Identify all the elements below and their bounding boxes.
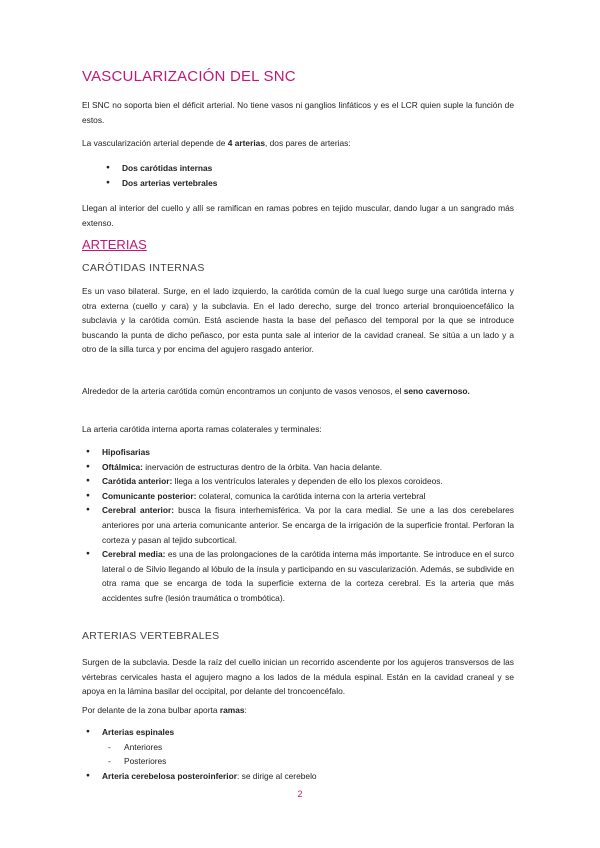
subheading-vertebrales: ARTERIAS VERTEBRALES	[82, 630, 220, 642]
list-item: ● Carótida anterior: llega a los ventrículos laterales y dependen de ello los plexos coroideos.	[82, 474, 514, 489]
sublist-item: - Posteriores	[82, 754, 514, 769]
espinales-sublist	[82, 740, 514, 769]
vertebrales-paragraph-1: Surgen de la subclavia. Desde la raíz del cuello inician un recorrido ascendente por los agujeros transversos de las vértebras cervicales hasta el agujero magno a los lados de la médula espinal. Están en la cavidad craneal y se apoya en la lámina basilar del occipital, por delante del troncoencéfalo.	[82, 657, 514, 697]
section-heading-arterias: ARTERIAS	[82, 237, 147, 252]
list-item: ● Comunicante posterior: colateral, comunica la carótida interna con la arteria vertebral	[82, 489, 514, 504]
list-item: ● Dos carótidas internas	[82, 161, 514, 176]
list-item: ● Cerebral media: es una de las prolongaciones de la carótida interna más importante. Se introduce en el surco lateral o de Silvio llegando al lóbulo de la ínsula y participando en su vascularización. Además, se subdivide en otra rama que se encarga de toda la superficie externa de la corteza cerebral. Es la arteria que más accidentes sufre (lesión traumática o trombótica).	[82, 547, 514, 605]
carotidas-paragraph-1: Es un vaso bilateral. Surge, en el lado izquierdo, la carótida común de la cual luego surge una carótida interna y otra externa (cuello y cara) y la subclavia. En el lado derecho, surge del tronco arterial bronquioencefálico la subclavia y la carótida común. Está asciende hasta la base del peñasco del temporal por la que se introduce buscando la punta de dicho peñasco, por esta punta sale al interior de la cavidad craneal. Se sitúa a un lado y a otro de la silla turca y por encima del agujero rasgado anterior.	[82, 286, 514, 355]
list-item: ● Arteria cerebelosa posteroinferior: se dirige al cerebelo	[82, 769, 514, 784]
page-title: VASCULARIZACIÓN DEL SNC	[82, 68, 296, 85]
intro-artery-list	[82, 161, 514, 190]
sublist-item: - Anteriores	[82, 740, 514, 755]
intro-paragraph-3: Llegan al interior del cuello y allí se ramifican en ramas pobres en tejido muscular, dando lugar a un sangrado más extenso.	[82, 203, 514, 228]
ramas-list	[82, 445, 514, 606]
intro-paragraph-1: El SNC no soporta bien el déficit arterial. No tiene vasos ni ganglios linfáticos y es el LCR quien suple la función de estos.	[82, 100, 514, 125]
list-item: ● Cerebral anterior: busca la fisura interhemisférica. Va por la cara medial. Se une a las dos cerebelares anteriores por una arteria comunicante anterior. Se encarga de la irrigación de la superficie frontal. Perforan la corteza y pasan al tejido subcortical.	[82, 503, 514, 547]
list-item: ● Dos arterias vertebrales	[82, 176, 514, 191]
subheading-carotidas: CARÓTIDAS INTERNAS	[82, 262, 205, 274]
vertebrales-paragraph-2: Por delante de la zona bulbar aporta ramas:	[82, 705, 247, 715]
carotidas-paragraph-3: La arteria carótida interna aporta ramas colaterales y terminales:	[82, 424, 322, 434]
vertebrales-ramas-list	[82, 725, 514, 783]
list-item: ● Arterias espinales - Anteriores - Posteriores	[82, 725, 514, 769]
page-number: 2	[297, 789, 303, 799]
list-item: ● Oftálmica: inervación de estructuras dentro de la órbita. Van hacia delante.	[82, 460, 514, 475]
carotidas-paragraph-2: Alrededor de la arteria carótida común encontramos un conjunto de vasos venosos, el seno cavernoso.	[82, 386, 470, 396]
intro-paragraph-2: La vascularización arterial depende de 4 arterias, dos pares de arterias:	[82, 138, 351, 148]
list-item: ● Hipofisarias	[82, 445, 514, 460]
